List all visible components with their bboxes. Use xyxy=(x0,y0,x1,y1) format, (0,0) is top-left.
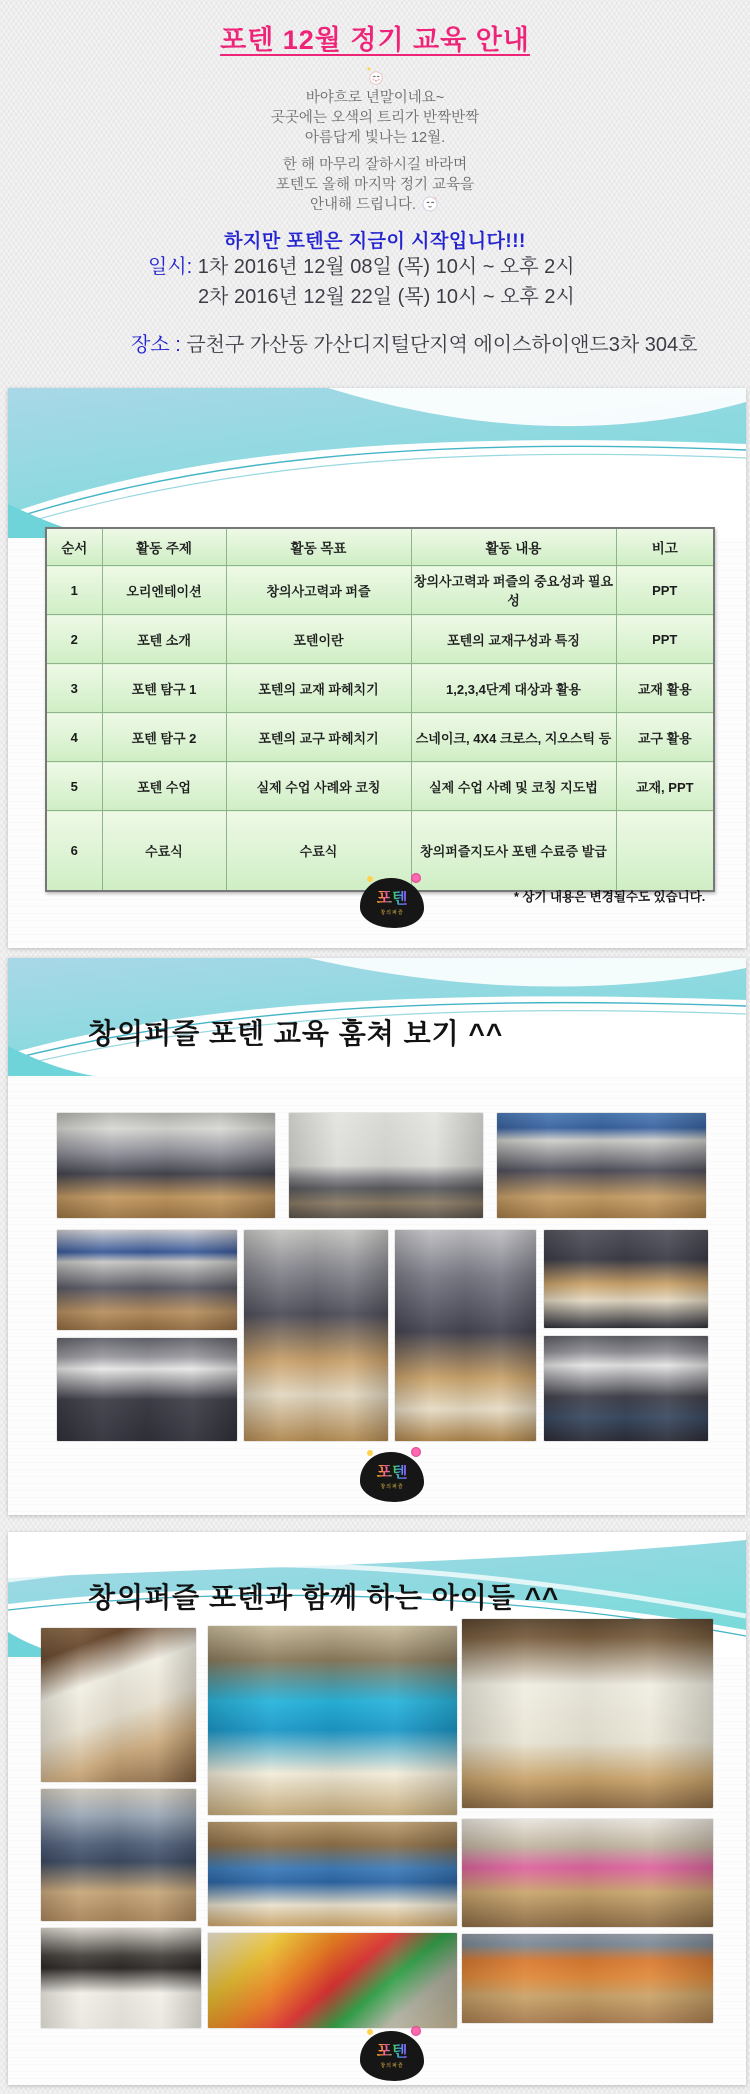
schedule-block xyxy=(148,252,575,312)
logo-blob xyxy=(360,878,424,928)
cell-content: 포텐의 교재구성과 특징 xyxy=(411,615,616,664)
page-title: 포텐 12월 정기 교육 안내 xyxy=(220,25,530,55)
change-notice: * 상기 내용은 변경될수도 있습니다. xyxy=(514,890,706,904)
location-value: 금천구 가산동 가산디지털단지역 에이스하이앤드3차 304호 xyxy=(186,334,698,356)
location-line xyxy=(131,328,697,357)
training-photo-3 xyxy=(497,1113,706,1218)
cell-remark: PPT xyxy=(616,566,714,615)
logo-subtext: 창의퍼즐 xyxy=(380,909,404,916)
table-row xyxy=(46,566,714,615)
cell-goal: 포텐의 교재 파헤치기 xyxy=(226,664,411,713)
cell-topic: 포텐 수업 xyxy=(102,762,226,811)
cell-content: 창의퍼즐지도사 포텐 수료증 발급 xyxy=(411,811,616,892)
kids-photo-2 xyxy=(208,1626,457,1815)
kids-gallery-card xyxy=(8,1532,746,2085)
intro-paragraph-2 xyxy=(0,155,750,219)
logo-text: 포텐 xyxy=(376,1463,408,1481)
logo-subtext: 창의퍼즐 xyxy=(380,1483,404,1490)
table-header-row xyxy=(46,528,714,566)
intro-line: 바야흐로 년말이네요~ xyxy=(305,90,445,106)
cell-goal: 포텐의 교구 파헤치기 xyxy=(226,713,411,762)
schedule-session-2: 2차 2016년 12월 22일 (목) 10시 ~ 오후 2시 xyxy=(198,286,575,308)
cell-goal: 실제 수업 사례와 코칭 xyxy=(226,762,411,811)
intro-line: 곳곳에는 오색의 트리가 반짝반짝 xyxy=(270,110,480,126)
training-photo-1 xyxy=(57,1113,275,1218)
training-photo-6 xyxy=(244,1230,388,1441)
training-photo-8 xyxy=(544,1230,708,1328)
cell-order: 4 xyxy=(46,713,102,762)
cell-order: 3 xyxy=(46,664,102,713)
schedule-label: 일시: xyxy=(148,256,193,278)
cell-remark: PPT xyxy=(616,615,714,664)
cell-order: 6 xyxy=(46,811,102,892)
kids-gallery-title: 창의퍼즐 포텐과 함께 하는 아이들 ^^ xyxy=(88,1582,560,1613)
logo-flower-icon xyxy=(411,2026,421,2036)
col-header-remark: 비고 xyxy=(616,528,714,566)
intro-line-text: 안내해 드립니다. xyxy=(309,197,417,213)
logo-text: 포텐 xyxy=(376,2042,408,2060)
intro-line: 한 해 마무리 잘하시길 바라며 xyxy=(282,157,468,173)
cell-goal: 창의사고력과 퍼즐 xyxy=(226,566,411,615)
course-card xyxy=(8,388,746,948)
intro-line xyxy=(0,195,750,219)
kids-photo-9 xyxy=(462,1934,713,2023)
training-photo-5 xyxy=(57,1338,237,1441)
cell-order: 1 xyxy=(46,566,102,615)
smiley-icon xyxy=(420,195,440,219)
course-table xyxy=(45,527,715,892)
logo-blob xyxy=(360,1452,424,1502)
table-row xyxy=(46,713,714,762)
table-row xyxy=(46,762,714,811)
kids-photo-6 xyxy=(462,1819,713,1927)
cell-content: 창의사고력과 퍼즐의 중요성과 필요성 xyxy=(411,566,616,615)
cell-order: 5 xyxy=(46,762,102,811)
kids-photo-1 xyxy=(41,1628,196,1782)
cell-topic: 오리엔테이션 xyxy=(102,566,226,615)
col-header-topic: 활동 주제 xyxy=(102,528,226,566)
cell-remark xyxy=(616,811,714,892)
cell-topic: 포텐 탐구 2 xyxy=(102,713,226,762)
poten-logo xyxy=(360,2031,424,2081)
training-gallery-title: 창의퍼즐 포텐 교육 훔쳐 보기 ^^ xyxy=(88,1018,504,1049)
training-gallery-card xyxy=(8,958,746,1515)
logo-flower-icon xyxy=(411,873,421,883)
location-label: 장소 : xyxy=(131,334,181,356)
training-photo-7 xyxy=(395,1230,536,1441)
kids-photo-4 xyxy=(41,1789,196,1921)
cell-topic: 포텐 탐구 1 xyxy=(102,664,226,713)
kids-photo-7 xyxy=(41,1928,201,2028)
cell-remark: 교구 활용 xyxy=(616,713,714,762)
logo-flower-icon xyxy=(411,1447,421,1457)
logo-text: 포텐 xyxy=(376,889,408,907)
wave-decoration xyxy=(8,388,746,538)
cell-remark: 교재 활용 xyxy=(616,664,714,713)
training-photo-4 xyxy=(57,1230,237,1330)
schedule-session-1: 1차 2016년 12월 08일 (목) 10시 ~ 오후 2시 xyxy=(197,256,575,278)
logo-blob xyxy=(360,2031,424,2081)
kids-photo-8 xyxy=(208,1933,457,2028)
slogan-text: 하지만 포텐은 지금이 시작입니다!!! xyxy=(224,231,526,252)
intro-line: 아름답게 빛나는 12월. xyxy=(304,130,446,146)
training-photo-9 xyxy=(544,1336,708,1441)
schedule-line-1 xyxy=(148,252,575,282)
kids-photo-3 xyxy=(462,1619,713,1808)
cell-content: 1,2,3,4단계 대상과 활용 xyxy=(411,664,616,713)
col-header-goal: 활동 목표 xyxy=(226,528,411,566)
cell-order: 2 xyxy=(46,615,102,664)
cell-topic: 포텐 소개 xyxy=(102,615,226,664)
training-photo-2 xyxy=(289,1113,483,1218)
cell-topic: 수료식 xyxy=(102,811,226,892)
poten-logo xyxy=(360,878,424,928)
poten-logo xyxy=(360,1452,424,1502)
col-header-content: 활동 내용 xyxy=(411,528,616,566)
cell-goal: 수료식 xyxy=(226,811,411,892)
cell-remark: 교재, PPT xyxy=(616,762,714,811)
table-row xyxy=(46,615,714,664)
col-header-order: 순서 xyxy=(46,528,102,566)
cell-content: 실제 수업 사례 및 코칭 지도법 xyxy=(411,762,616,811)
logo-subtext: 창의퍼즐 xyxy=(380,2062,404,2069)
intro-paragraph-1 xyxy=(0,88,750,148)
cell-goal: 포텐이란 xyxy=(226,615,411,664)
table-row xyxy=(46,664,714,713)
kids-photo-5 xyxy=(208,1822,457,1926)
intro-line: 포텐도 올해 마지막 정기 교육을 xyxy=(275,177,475,193)
cell-content: 스네이크, 4X4 크로스, 지오스틱 등 xyxy=(411,713,616,762)
